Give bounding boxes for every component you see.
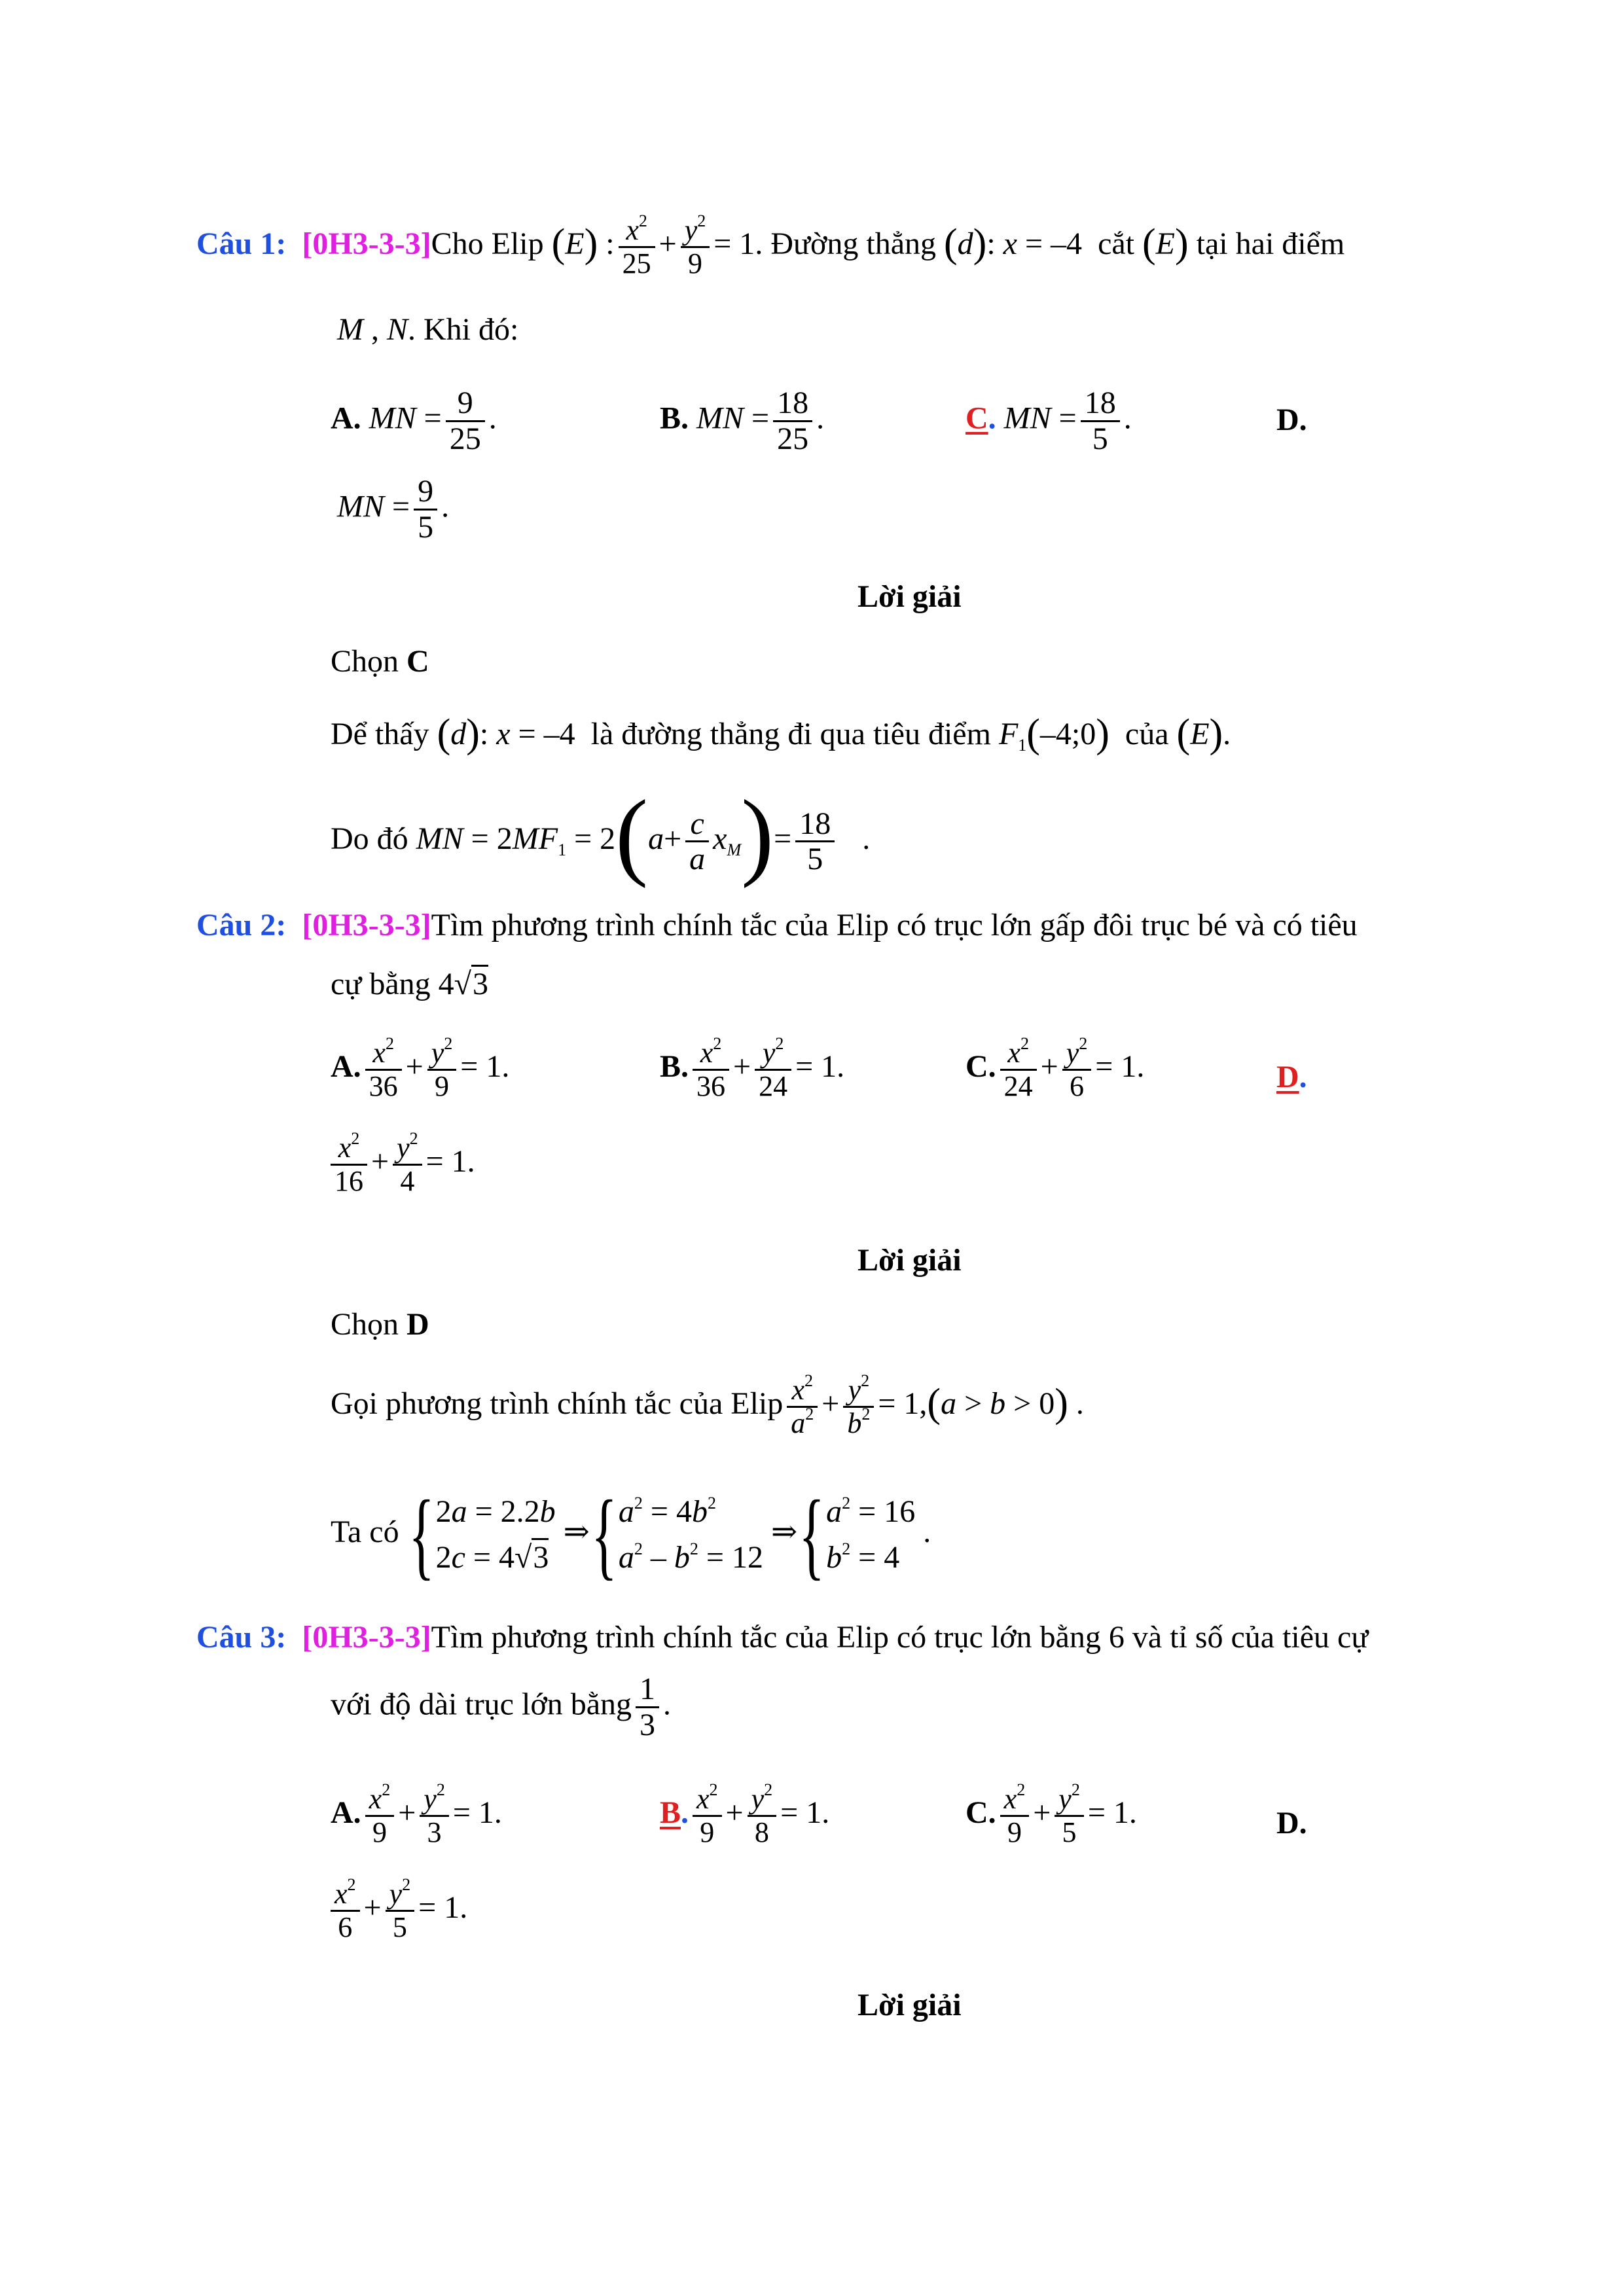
- q2-chon-letter: D: [406, 1307, 429, 1342]
- q3-option-c-letter: C.: [965, 1795, 996, 1831]
- q1-solution-line2: Do đó MN = $2MF_1 = 2(a+$ $\frac{c}{a}$ $x_M)=$ $\frac{18}{5}$ .: [331, 780, 871, 889]
- q2-solution-line1: Gọi phương trình chính tắc của Elip $\frac{x^2}{a^2}$ + $\frac{y^2}{b^2}$ = 1,(a > b > 0) .: [331, 1371, 1084, 1439]
- q1-chon: [331, 646, 429, 677]
- q1-option-d-den: 5: [418, 509, 434, 545]
- q3-label: Câu 3:: [196, 1620, 287, 1655]
- q2-option-b-d1: 36: [696, 1069, 726, 1102]
- q2-option-d-value[interactable]: $\frac{x^2}{16}$ + $\frac{y^2}{4}$ = 1.: [331, 1132, 475, 1196]
- q1-stem: Câu 1: [0H3-3-3]Cho Elip (E) : $\frac{x^2}{25}$ + $\frac{y^2}{9}$ = 1. Đường thẳng (d): x = –4 cắt (E) tại hai điểm: [196, 211, 1345, 279]
- q1-text-b: . Đường thẳng: [755, 226, 937, 262]
- q3-option-d-letter: D.: [1276, 1806, 1307, 1840]
- q3-option-b[interactable]: B. $\frac{x^2}{9}$ + $\frac{y^2}{8}$ = 1.: [660, 1780, 830, 1848]
- q3-option-d-value[interactable]: $\frac{x^2}{6}$ + $\frac{y^2}{5}$ = 1.: [331, 1878, 467, 1943]
- q2-stem: [196, 910, 1358, 941]
- q1-tag: [0H3-3-3]: [302, 226, 431, 262]
- q1-option-a-num: 9: [446, 386, 485, 422]
- q1-option-b[interactable]: B. MN = $\frac{18}{25}$ .: [660, 386, 825, 456]
- q1-chon-letter: C: [406, 644, 429, 679]
- q2-option-a-d2: 9: [435, 1069, 450, 1102]
- q1-text-e: . Khi đó:: [408, 312, 519, 347]
- q3-option-c-d1: 9: [1007, 1816, 1022, 1848]
- q3-option-a[interactable]: A. $\frac{x^2}{9}$ + $\frac{y^2}{3}$ = 1.: [331, 1780, 502, 1848]
- q2-solution-line2: Ta có {2a = 2.2b 2c = 4√3 $\Rightarrow\{a^2 = 4b^2$ $a^2 - b^2 = 12$ $\Rightarrow\{a^2 = 16$ $b^2 = 4$ .: [331, 1480, 931, 1589]
- q3-option-a-letter: A.: [331, 1795, 361, 1831]
- q3-option-d-d2: 5: [392, 1910, 407, 1943]
- q1-line1-c: của: [1125, 717, 1169, 751]
- q2-option-c-d1: 24: [1003, 1069, 1033, 1102]
- q3-option-b-d2: 8: [754, 1816, 769, 1848]
- q3-option-c[interactable]: C. $\frac{x^2}{9}$ + $\frac{y^2}{5}$ = 1.: [965, 1780, 1137, 1848]
- q2-line1-a: Gọi phương trình chính tắc của Elip: [331, 1386, 784, 1422]
- q2-option-a-d1: 36: [369, 1069, 398, 1102]
- q3-tag: [0H3-3-3]: [302, 1620, 431, 1655]
- q1-option-b-num: 18: [773, 386, 812, 422]
- q2-solution-title: Lời giải: [857, 1243, 962, 1278]
- q2-text-a: Tìm phương trình chính tắc của Elip có trục lớn gấp đôi trục bé và có tiêu: [431, 908, 1358, 942]
- q1-solution-line1: Dể thấy (d): x = –4 là đường thẳng đi qua tiêu điểm $F_1(-4;0)$ của (E).: [331, 711, 1231, 756]
- q3-option-a-d2: 3: [427, 1816, 442, 1848]
- q2-label: Câu 2:: [196, 908, 287, 942]
- q1-option-a-letter: A.: [331, 401, 361, 436]
- q2-option-b-letter: B.: [660, 1049, 689, 1085]
- q1-option-d-letter: D.: [1276, 403, 1307, 437]
- q3-option-b-d1: 9: [700, 1816, 715, 1848]
- q3-text-a: Tìm phương trình chính tắc của Elip có trục lớn bằng 6 và tỉ số của tiêu cự: [431, 1620, 1369, 1655]
- q3-option-d-d1: 6: [338, 1910, 353, 1943]
- q2-option-d-letter: D: [1276, 1060, 1299, 1094]
- q1-option-c-letter: C: [965, 401, 988, 436]
- q1-option-b-den: 25: [777, 421, 809, 456]
- q2-option-b[interactable]: B. $\frac{x^2}{36}$ + $\frac{y^2}{24}$ = 1.: [660, 1034, 845, 1102]
- q1-label: Câu 1:: [196, 226, 287, 262]
- q1-option-c[interactable]: C. MN = $\frac{18}{5}$ .: [965, 386, 1132, 456]
- q1-chon-text: Chọn: [331, 644, 399, 679]
- q2-option-a[interactable]: A. $\frac{x^2}{36}$ + $\frac{y^2}{9}$ = 1.: [331, 1034, 510, 1102]
- q2-option-d-d1: 16: [334, 1164, 363, 1197]
- q1-option-d-num: 9: [414, 475, 437, 511]
- q2-text-b: cự bằng: [331, 967, 431, 1001]
- q2-chon-text: Chọn: [331, 1307, 399, 1342]
- q2-option-d-d2: 4: [400, 1164, 415, 1197]
- q2-option-d[interactable]: D.: [1276, 1060, 1307, 1094]
- q1-text-c: cắt: [1098, 226, 1135, 262]
- q3-option-d[interactable]: [1276, 1808, 1307, 1839]
- q1-option-a[interactable]: A. MN = $\frac{9}{25}$ .: [331, 386, 497, 456]
- q2-option-c[interactable]: C. $\frac{x^2}{24}$ + $\frac{y^2}{6}$ = 1.: [965, 1034, 1145, 1102]
- q1-line1-b: là đường thẳng đi qua tiêu điểm: [590, 717, 991, 751]
- q3-stem: [196, 1622, 1368, 1653]
- q3-text-b: với độ dài trục lớn bằng: [331, 1687, 632, 1722]
- q3-stem-line2: với độ dài trục lớn bằng $\frac{1}{3}$ .: [331, 1672, 672, 1742]
- q1-option-d[interactable]: [1276, 404, 1307, 436]
- q3-option-c-d2: 5: [1062, 1816, 1077, 1848]
- q1-stem-line2: M , N. Khi đó:: [337, 312, 519, 347]
- q2-option-a-letter: A.: [331, 1049, 361, 1085]
- q3-option-a-d1: 9: [372, 1816, 387, 1848]
- q1-text-a: Cho Elip: [431, 226, 544, 262]
- q1-option-d-value[interactable]: MN = $\frac{9}{5}$ .: [337, 474, 450, 545]
- q2-option-c-d2: 6: [1070, 1069, 1085, 1102]
- q1-option-c-num: 18: [1081, 386, 1120, 422]
- q2-option-b-d2: 24: [759, 1069, 788, 1102]
- q2-line2-a: Ta có: [331, 1515, 399, 1550]
- q1-text-d: tại hai điểm: [1196, 226, 1345, 262]
- q3-option-b-letter: B: [660, 1795, 681, 1831]
- q2-stem-line2: cự bằng 4√3: [331, 969, 488, 1000]
- q1-option-a-den: 25: [449, 421, 481, 456]
- q1-line1-a: Dể thấy: [331, 717, 429, 751]
- q2-option-c-letter: C.: [965, 1049, 996, 1085]
- q1-option-b-letter: B.: [660, 401, 689, 436]
- q1-solution-title: Lời giải: [857, 579, 962, 614]
- q1-line2-a: Do đó: [331, 821, 408, 856]
- q3-solution-title: Lời giải: [857, 1988, 962, 2022]
- q2-tag: [0H3-3-3]: [302, 908, 431, 942]
- q2-chon: [331, 1309, 429, 1340]
- q1-option-c-den: 5: [1092, 421, 1108, 456]
